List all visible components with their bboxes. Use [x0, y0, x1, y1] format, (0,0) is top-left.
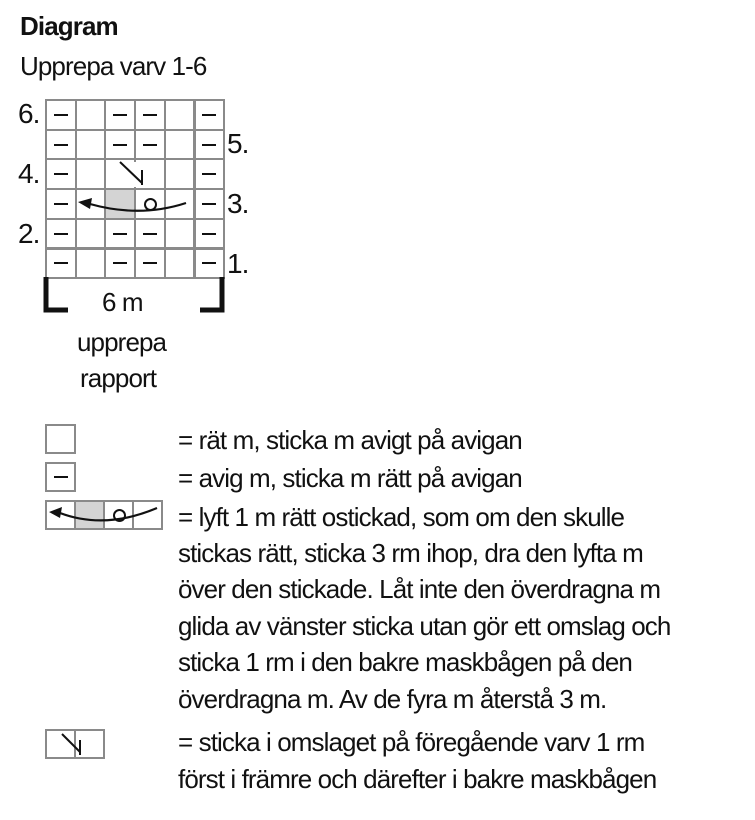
legend-purl-symbol: [45, 462, 76, 492]
chart-cell: [134, 248, 166, 280]
chart-cell: [75, 218, 107, 250]
purl-dash-icon: [202, 144, 216, 146]
purl-dash-icon: [113, 262, 127, 264]
row-label-5: 5.: [227, 128, 249, 159]
row-label-4: 4.: [18, 158, 40, 189]
legend-knit-symbol: [45, 424, 76, 454]
chart-cell: [104, 129, 136, 161]
chart-cell: [164, 158, 196, 190]
row-label-2: 2.: [18, 218, 40, 249]
legend-knit-text: = rät m, sticka m avigt på avigan: [178, 425, 522, 455]
chart-cell: [75, 158, 107, 190]
chart-cell: [75, 248, 107, 280]
chart-cell: [45, 248, 77, 280]
chart-cell: [164, 248, 196, 280]
purl-dash-icon: [202, 233, 216, 235]
purl-dash-icon: [54, 114, 68, 116]
row-label-1: 1.: [227, 248, 249, 279]
purl-dash-icon: [202, 114, 216, 116]
purl-dash-icon: [113, 114, 127, 116]
chart-cell: [134, 218, 166, 250]
purl-dash-icon: [54, 262, 68, 264]
chart-cell: [75, 129, 107, 161]
legend-purl-text: = avig m, sticka m rätt på avigan: [178, 463, 522, 493]
row-label-3: 3.: [227, 188, 249, 219]
chart-cell: [164, 99, 196, 131]
purl-dash-icon: [54, 173, 68, 175]
legend-slip-text-4: glida av vänster sticka utan gör ett omslag och: [178, 611, 671, 641]
diagram-title: Diagram: [20, 11, 118, 41]
chart-cell: [194, 99, 226, 131]
chart-cell: [104, 99, 136, 131]
repeat-label-1: upprepa: [77, 327, 167, 357]
chart-cell: [75, 99, 107, 131]
chart-cell: [45, 99, 77, 131]
purl-dash-icon: [54, 203, 68, 205]
purl-dash-icon: [202, 173, 216, 175]
purl-dash-icon: [143, 262, 157, 264]
purl-dash-icon: [54, 476, 68, 478]
repeat-label-2: rapport: [80, 363, 157, 393]
purl-dash-icon: [54, 233, 68, 235]
legend-yo-text-2: först i främre och därefter i bakre maskbågen: [178, 764, 657, 794]
yo-twice-icon: [0, 0, 1, 1]
diagram-subtitle: Upprepa varv 1-6: [20, 51, 207, 81]
chart-cell: [164, 218, 196, 250]
chart-cell: [45, 129, 77, 161]
chart-cell: [104, 188, 136, 220]
chart-cell: [134, 129, 166, 161]
chart-cell: [194, 188, 226, 220]
chart-cell: [194, 218, 226, 250]
purl-dash-icon: [113, 144, 127, 146]
repeat-width: 6 m: [102, 287, 143, 317]
legend-slip-text-5: sticka 1 rm i den bakre maskbågen på den: [178, 647, 632, 677]
chart-cell: [134, 188, 166, 220]
chart-cell: [104, 218, 136, 250]
chart-cell: [104, 248, 136, 280]
legend-slip-text-1: = lyft 1 m rätt ostickad, som om den skulle: [178, 502, 625, 532]
chart-cell: [194, 248, 226, 280]
legend-yo-text-1: = sticka i omslaget på föregående varv 1 rm: [178, 727, 645, 757]
chart-cell: [164, 129, 196, 161]
purl-dash-icon: [113, 233, 127, 235]
legend-slip-text-3: över den stickade. Låt inte den överdragna m: [178, 574, 661, 604]
purl-dash-icon: [143, 114, 157, 116]
chart-cell: [134, 99, 166, 131]
chart-cell: [45, 158, 77, 190]
purl-dash-icon: [143, 144, 157, 146]
chart-cell: [194, 158, 226, 190]
purl-dash-icon: [202, 262, 216, 264]
chart-cell: [45, 218, 77, 250]
row-label-6: 6.: [18, 98, 40, 129]
purl-dash-icon: [54, 144, 68, 146]
purl-dash-icon: [143, 233, 157, 235]
legend-slip-text-6: överdragna m. Av de fyra m återstå 3 m.: [178, 684, 607, 714]
chart-cell: [194, 129, 226, 161]
chart-cell: [45, 188, 77, 220]
purl-dash-icon: [202, 203, 216, 205]
legend-slip-text-2: stickas rätt, sticka 3 rm ihop, dra den lyfta m: [178, 538, 643, 568]
